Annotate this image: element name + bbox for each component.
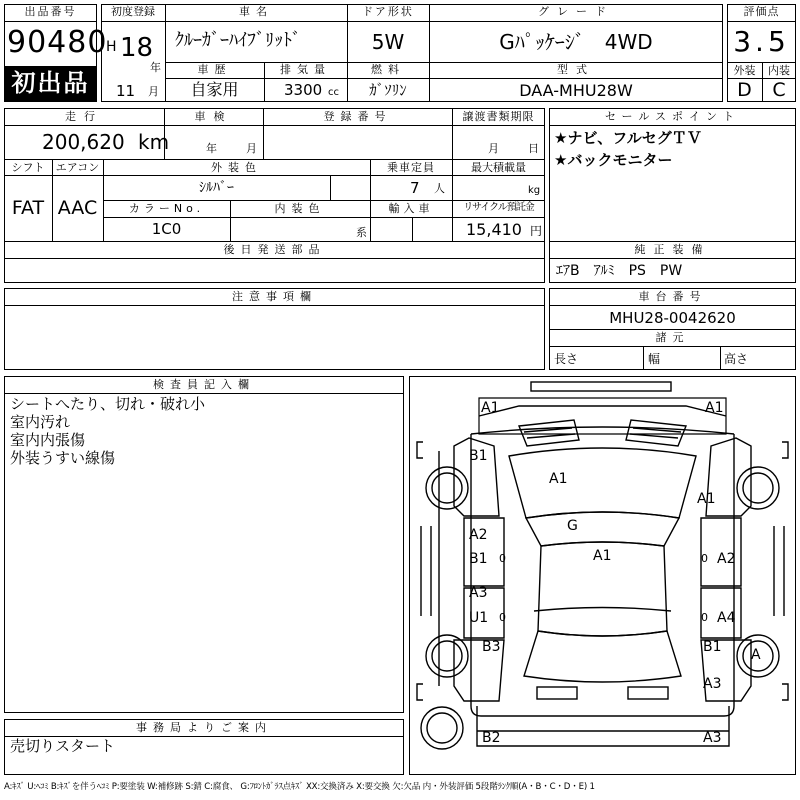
zero-mark-2: 0 [701,552,708,565]
caution-label: 注意事項欄 [232,290,317,303]
color-number-label: カラーNo. [128,202,205,215]
recycle-fee-label: リサイクル預託金 [463,202,534,213]
interior-grade: C [772,79,786,101]
exterior-color: ｼﾙﾊﾞｰ [199,180,234,196]
damage-mark-front-door-right: A2 [717,551,736,567]
model-code: DAA-MHU28W [519,81,633,100]
grade-label: グレード [538,5,614,18]
length-label: 長さ [554,352,579,366]
dimensions-label: 諸元 [655,331,690,344]
lot-number: 90480 [7,25,108,60]
grade: Gﾊﾟｯｹｰｼﾞ 4WD [499,30,653,54]
inspector-line-4: 外装うすい線傷 [10,449,116,467]
legend: A:ｷｽﾞ U:ﾍｺﾐ B:ｷｽﾞを伴うﾍｺﾐ P:要塗装 W:補修跡 S:錆 C:腐食、 G:ﾌﾛﾝﾄｶﾞﾗｽ点ｷｽﾞ XX:交換済み X:要交換 欠:欠品 内・外装評価 5段階ﾗﾝｸ順(A・B・C・D・E) 1 [4,782,595,792]
import-label: 輸入車 [388,202,434,215]
lot-number-label: 出品番号 [24,5,77,18]
car-name: ｸﾙｰｶﾞｰﾊｲﾌﾞﾘｯﾄﾞ [175,30,301,51]
mileage: 200,620 [42,130,125,154]
registration-number-label: 登録番号 [323,110,392,123]
height-label: 高さ [724,352,749,366]
damage-mark-front-door-left-a: A2 [469,527,488,543]
zero-mark-3: 0 [499,611,506,624]
capacity: 7 [410,179,420,197]
registration-year-unit: 年 [150,61,161,74]
damage-mark-rear-door-right: A4 [717,610,736,626]
interior-color-label: 内装色 [274,202,326,215]
first-listing-text: 初出品 [11,69,90,97]
recycle-fee: 15,410 [466,220,522,239]
aircon: AAC [57,197,98,219]
door-type: 5W [371,30,405,54]
sales-points-label: セールスポイント [604,110,740,123]
width-label: 幅 [648,352,661,366]
max-load-label: 最大積載量 [471,161,526,174]
damage-mark-quarter-left: B3 [482,639,501,655]
damage-mark-front-right: A1 [705,400,724,416]
score-label: 評価点 [743,5,780,18]
inspector-line-1: シートへたり、切れ・破れ小 [10,395,206,413]
interior-grade-label: 内装 [768,64,790,77]
damage-mark-hood: A1 [549,471,568,487]
transfer-day-unit: 日 [528,142,539,155]
damage-mark-roof: A1 [593,548,612,564]
first-registration-label: 初度登録 [111,5,155,18]
history-label: 車歴 [197,63,232,76]
car-name-label: 車名 [239,5,273,18]
sales-point-1: ★ナビ、フルセグＴＶ [554,129,702,147]
inspection-month-unit: 月 [246,142,257,155]
exterior-grade-label: 外装 [733,64,756,77]
damage-mark-fender-right: A1 [697,491,716,507]
max-load-unit: kg [528,185,541,196]
equipment: ｴｱB ｱﾙﾐ PS PW [556,263,683,279]
shift: FAT [11,197,45,219]
zero-mark-1: 0 [499,552,506,565]
inspector-line-3: 室内内張傷 [10,431,86,449]
fuel-label: 燃料 [371,63,405,76]
damage-mark-rear-door-left-a: A3 [469,585,488,601]
transfer-month-unit: 月 [488,142,499,155]
damage-mark-windshield: G [567,518,578,534]
model-label: 型式 [557,63,595,76]
interior-color-unit: 系 [356,226,367,239]
displacement-unit: cc [328,87,339,98]
equipment-label: 純正装備 [634,243,711,256]
registration-month-unit: 月 [148,85,159,98]
inspector-label: 検査員記入欄 [153,378,255,391]
aircon-label: エアコン [55,161,100,174]
transfer-deadline-label: 譲渡書類期限 [462,110,535,123]
displacement-label: 排気量 [280,63,331,76]
damage-mark-fender-left: B1 [469,448,488,464]
overall-score: 3.5 [733,25,790,58]
exterior-color-label: 外装色 [211,161,262,174]
sales-point-2: ★バックモニター [554,151,673,169]
damage-mark-rear-bumper-left: B2 [482,730,501,746]
recycle-fee-unit: 円 [530,224,543,238]
damage-mark-rear-right-lower: A3 [703,676,722,692]
shift-label: シフト [11,161,45,174]
fuel: ｶﾞｿﾘﾝ [369,81,407,99]
chassis-label: 車台番号 [638,290,707,303]
damage-mark-rear-door-left-b: U1 [469,610,489,626]
history: 自家用 [190,80,239,99]
era-mark: H [106,39,117,55]
office-text: 売切りスタート [10,737,116,755]
damage-mark-front-door-left-b: B1 [469,551,488,567]
office-label: 事務局よりご案内 [136,721,272,734]
door-type-label: ドア形状 [362,5,414,18]
capacity-label: 乗車定員 [387,161,435,174]
later-parts-label: 後日発送部品 [223,243,326,256]
damage-mark-rear-wheel-right: A [751,647,761,663]
damage-mark-quarter-right: B1 [703,639,722,655]
capacity-unit: 人 [434,182,445,195]
inspector-line-2: 室内汚れ [10,413,71,431]
damage-mark-front-left: A1 [481,400,500,416]
zero-mark-4: 0 [701,611,708,624]
chassis-number: MHU28-0042620 [609,309,736,327]
mileage-unit: km [138,130,170,154]
inspection-year-unit: 年 [206,142,217,155]
car-diagram [409,376,796,775]
displacement: 3300 [284,81,323,99]
mileage-label: 走行 [65,110,103,123]
registration-month: 11 [116,82,136,100]
exterior-grade: D [737,79,752,101]
damage-mark-rear-bumper-right: A3 [703,730,722,746]
inspection-label: 車検 [194,110,233,123]
color-number: 1C0 [151,220,182,238]
registration-year: 18 [120,33,154,63]
